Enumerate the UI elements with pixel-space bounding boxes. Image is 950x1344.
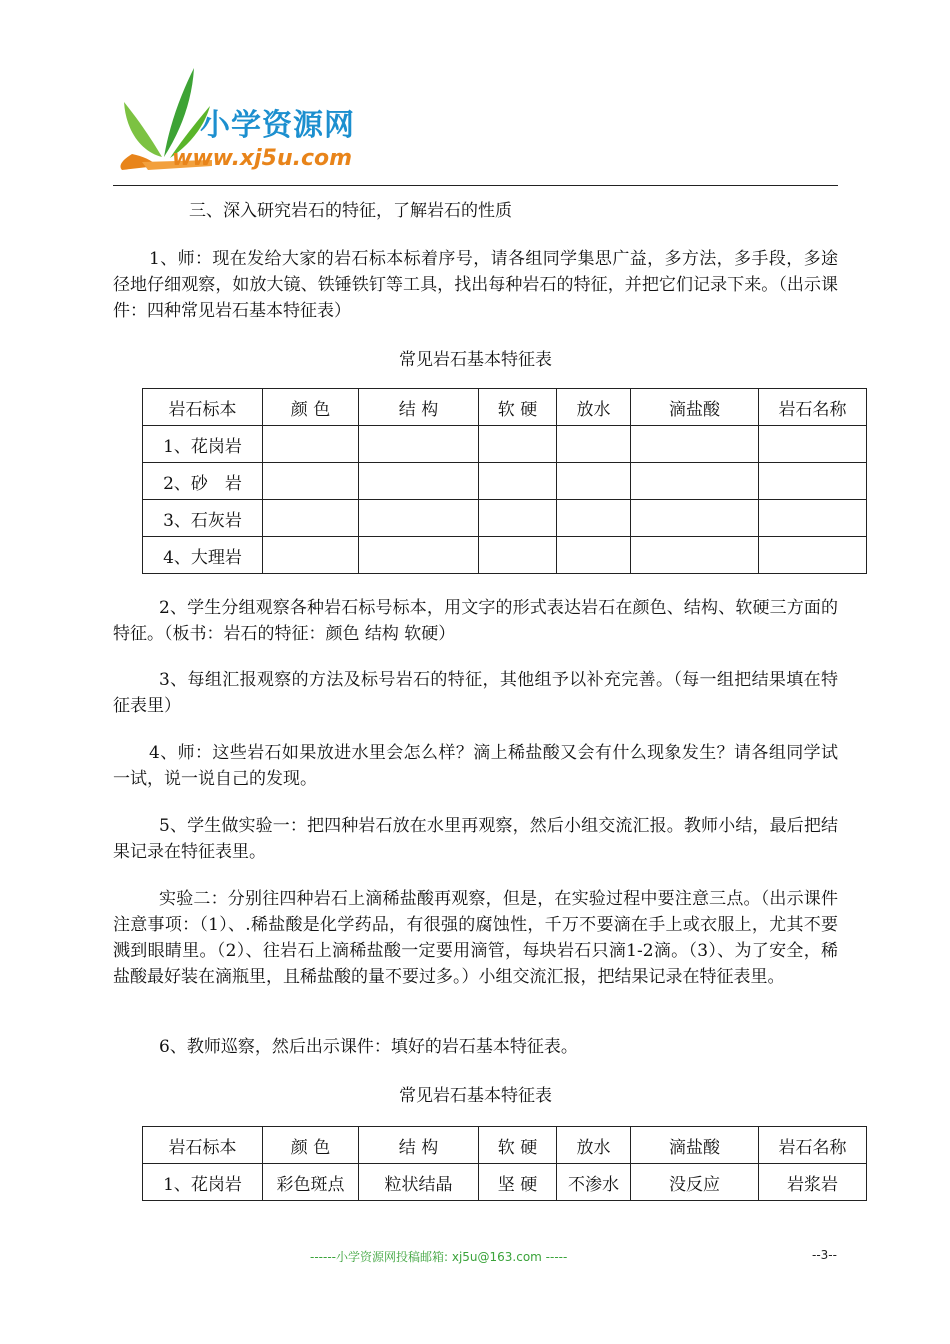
paragraph-3: 3、每组汇报观察的方法及标号岩石的特征，其他组予以补充完善。（每一组把结果填在特征表里） [113, 670, 838, 716]
table-row [143, 537, 867, 574]
table-cell [479, 537, 557, 574]
header-cell: 岩石名称 [759, 1127, 867, 1164]
table-cell [557, 537, 631, 574]
table-cell [479, 500, 557, 537]
table-cell: 3、石灰岩 [143, 500, 263, 537]
table-cell [359, 537, 479, 574]
table-cell: 坚 硬 [479, 1164, 557, 1201]
table-row [143, 426, 867, 463]
header-cell: 颜 色 [263, 389, 359, 426]
paragraph-2: 2、学生分组观察各种岩石标号标本，用文字的形式表达岩石在颜色、结构、软硬三方面的特征。（板书：岩石的特征：颜色 结构 软硬） [113, 598, 838, 644]
header-divider [113, 185, 838, 186]
header-cell: 放水 [557, 389, 631, 426]
header-cell: 滴盐酸 [631, 389, 759, 426]
header-cell: 岩石标本 [143, 389, 263, 426]
header-cell: 软 硬 [479, 1127, 557, 1164]
table-cell [759, 500, 867, 537]
table-cell [759, 426, 867, 463]
table-cell [631, 537, 759, 574]
table-cell [359, 426, 479, 463]
table-cell [263, 463, 359, 500]
logo-title: 小学资源网 [200, 108, 355, 143]
table-cell [359, 463, 479, 500]
table-cell: 彩色斑点 [263, 1164, 359, 1201]
page-number: --3-- [812, 1248, 837, 1262]
paragraph-4: 4、师：这些岩石如果放进水里会怎么样？滴上稀盐酸又会有什么现象发生？请各组同学试一试，说一说自己的发现。 [113, 743, 838, 789]
table-cell: 4、大理岩 [143, 537, 263, 574]
table-cell: 岩浆岩 [759, 1164, 867, 1201]
rock-features-table-filled [142, 1126, 867, 1201]
table-cell [631, 500, 759, 537]
table-cell: 1、花岗岩 [143, 1164, 263, 1201]
header-cell: 颜 色 [263, 1127, 359, 1164]
header-cell: 滴盐酸 [631, 1127, 759, 1164]
header-cell: 岩石名称 [759, 389, 867, 426]
table-header-row [143, 1127, 867, 1164]
table-cell: 不渗水 [557, 1164, 631, 1201]
header-cell: 岩石标本 [143, 1127, 263, 1164]
table-cell [479, 463, 557, 500]
table-row [143, 1164, 867, 1201]
table-cell [759, 463, 867, 500]
paragraph-7: 6、教师巡察，然后出示课件：填好的岩石基本特征表。 [159, 1037, 578, 1057]
footer-contact: ------小学资源网投稿邮箱: xj5u@163.com ----- [310, 1250, 568, 1264]
table-cell [263, 426, 359, 463]
table-cell [557, 426, 631, 463]
paragraph-6: 实验二：分别往四种岩石上滴稀盐酸再观察，但是，在实验过程中要注意三点。（出示课件注意事项：（1）、.稀盐酸是化学药品，有很强的腐蚀性，千万不要滴在手上或衣服上，尤其不要溅到眼睛里。（2）、往岩石上滴稀盐酸一定要用滴管，每块岩石只滴1-2滴。（3）、为了安全，稀盐酸最好装在滴瓶里，且稀盐酸的量不要过多。）小组交流汇报，把结果记录在特征表里。 [113, 889, 838, 987]
rock-features-table-empty [142, 388, 867, 574]
table-cell: 2、砂 岩 [143, 463, 263, 500]
table-cell [631, 463, 759, 500]
logo-url: www.xj5u.com [172, 146, 353, 171]
table-cell [479, 426, 557, 463]
header-cell: 结 构 [359, 389, 479, 426]
header-cell: 结 构 [359, 1127, 479, 1164]
table-cell: 1、花岗岩 [143, 426, 263, 463]
table-1-caption: 常见岩石基本特征表 [399, 350, 552, 370]
table-header-row [143, 389, 867, 426]
table-cell [359, 500, 479, 537]
header-cell: 软 硬 [479, 389, 557, 426]
table-row [143, 463, 867, 500]
table-cell [759, 537, 867, 574]
table-cell [263, 537, 359, 574]
table-cell: 没反应 [631, 1164, 759, 1201]
table-cell [557, 500, 631, 537]
table-cell [631, 426, 759, 463]
table-cell [557, 463, 631, 500]
paragraph-5: 5、学生做实验一：把四种岩石放在水里再观察，然后小组交流汇报。教师小结，最后把结果记录在特征表里。 [113, 816, 838, 862]
section-title: 三、深入研究岩石的特征，了解岩石的性质 [189, 201, 512, 221]
table-row [143, 500, 867, 537]
paragraph-1: 1、师：现在发给大家的岩石标本标着序号，请各组同学集思广益，多方法，多手段，多途径地仔细观察，如放大镜、铁锤铁钉等工具，找出每种岩石的特征，并把它们记录下来。（出示课件：四种常见岩石基本特征表） [113, 249, 838, 321]
header-cell: 放水 [557, 1127, 631, 1164]
table-cell [263, 500, 359, 537]
table-cell: 粒状结晶 [359, 1164, 479, 1201]
table-2-caption: 常见岩石基本特征表 [399, 1086, 552, 1106]
